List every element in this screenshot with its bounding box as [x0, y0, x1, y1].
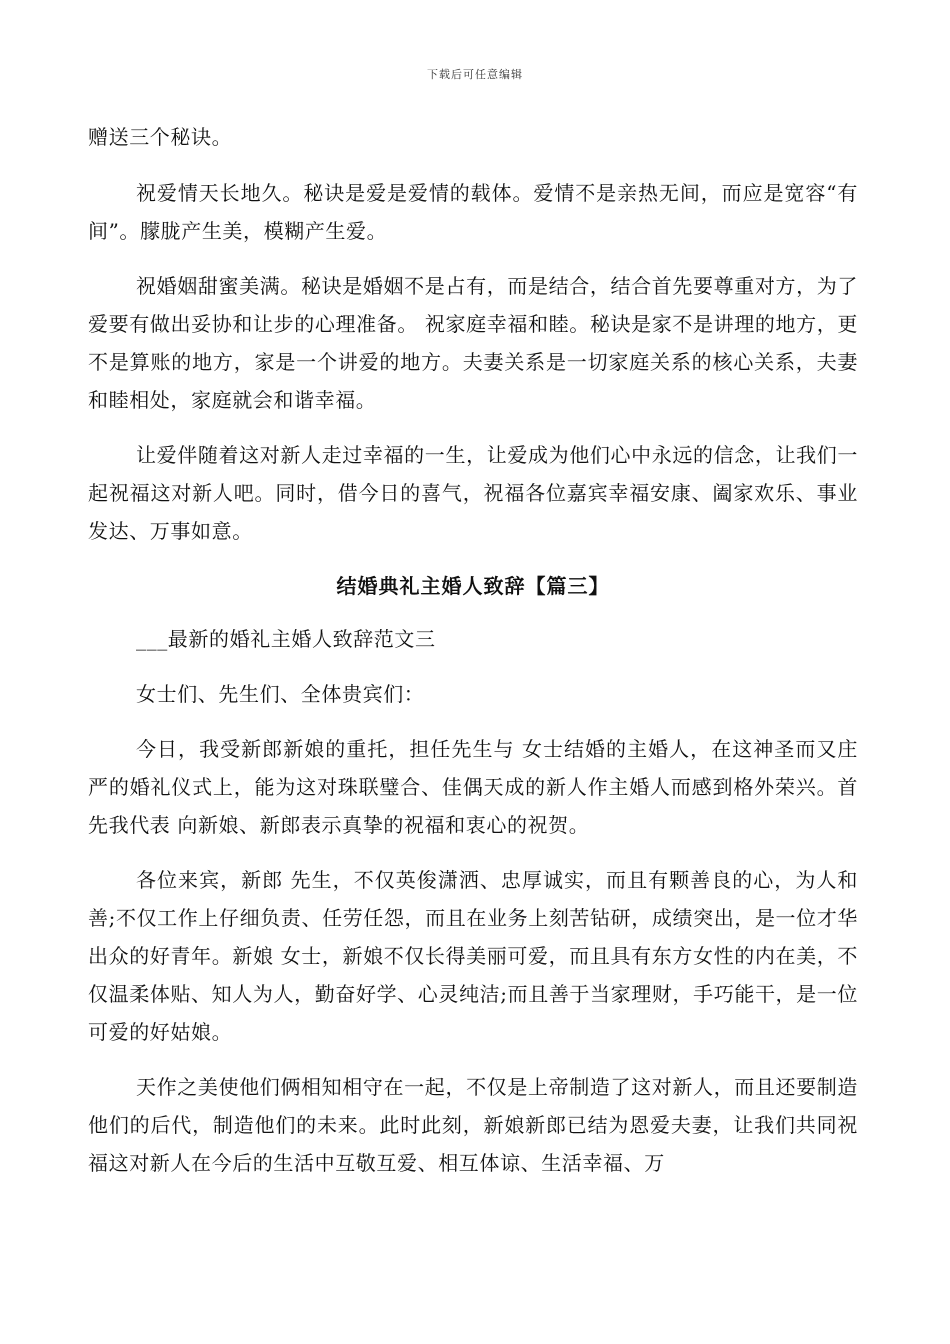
page-header: 下载后可任意编辑	[427, 68, 523, 81]
paragraph-secrets-intro: 赠送三个秘诀。	[88, 125, 233, 149]
paragraph-subtitle: ___最新的婚礼主婚人致辞范文三	[136, 627, 436, 651]
paragraph-officiant-intro: 今日，我受新郎新娘的重托，担任先生与 女士结婚的主婚人，在这神圣而又庄严的婚礼仪式上，能为这对珠联璧合、佳偶天成的新人作主婚人而感到格外荣兴。首先我代表 向新娘、新郎表示真挚的祝福和衷心的祝贺。	[88, 737, 858, 837]
paragraph-salutation: 女士们、先生们、全体贵宾们：	[136, 682, 425, 706]
section-heading: 结婚典礼主婚人致辞【篇三】	[336, 574, 610, 598]
document-body	[88, 118, 858, 1199]
paragraph-blessing: 天作之美使他们俩相知相守在一起，不仅是上帝制造了这对新人，而且还要制造他们的后代，制造他们的未来。此时此刻，新娘新郎已结为恩爱夫妻，让我们共同祝福这对新人在今后的生活中互敬互爱、相互体谅、生活幸福、万	[88, 1075, 858, 1175]
paragraph-closing-blessing: 让爱伴随着这对新人走过幸福的一生，让爱成为他们心中永远的信念，让我们一起祝福这对新人吧。同时，借今日的喜气，祝福各位嘉宾幸福安康、阖家欢乐、事业发达、万事如意。	[88, 443, 858, 543]
paragraph-marriage-wish: 祝婚姻甜蜜美满。秘诀是婚姻不是占有，而是结合，结合首先要尊重对方，为了爱要有做出妥协和让步的心理准备。 祝家庭幸福和睦。秘诀是家不是讲理的地方，更不是算账的地方，家是一个讲爱的地方。夫妻关系是一切家庭关系的核心关系，夫妻和睦相处，家庭就会和谐幸福。	[88, 274, 858, 412]
paragraph-couple-description: 各位来宾，新郎 先生，不仅英俊潇洒、忠厚诚实，而且有颗善良的心，为人和善;不仅工作上仔细负责、任劳任怨，而且在业务上刻苦钻研，成绩突出，是一位才华出众的好青年。新娘 女士，新娘不仅长得美丽可爱，而且具有东方女性的内在美，不仅温柔体贴、知人为人，勤奋好学、心灵纯洁;而且善于当家理财，手巧能干，是一位可爱的好姑娘。	[88, 868, 858, 1044]
paragraph-love-wish: 祝爱情天长地久。秘诀是爱是爱情的载体。爱情不是亲热无间，而应是宽容“有间”。朦胧产生美，模糊产生爱。	[88, 181, 858, 243]
